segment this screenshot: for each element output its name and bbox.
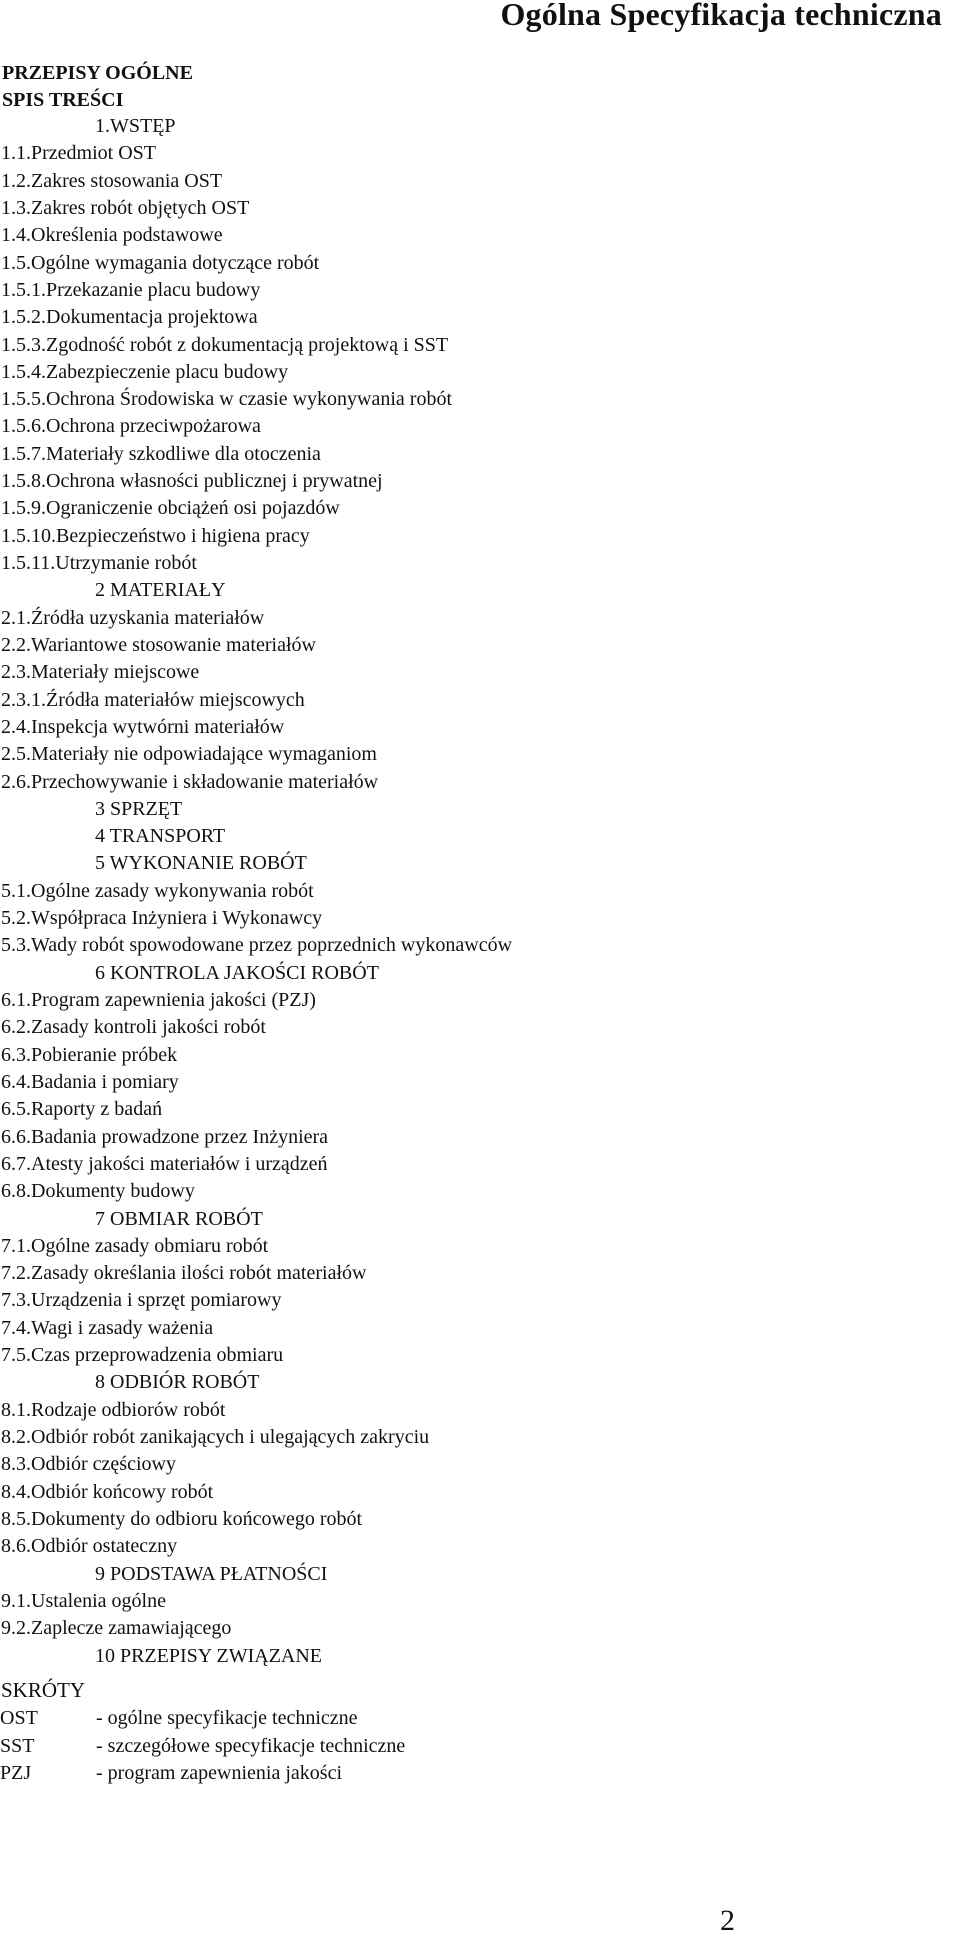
toc-item: 1.5.7.Materiały szkodliwe dla otoczenia	[1, 442, 321, 465]
toc-item: 9.2.Zaplecze zamawiającego	[1, 1617, 232, 1640]
section-heading-toc: SPIS TREŚCI	[2, 89, 124, 111]
toc-item: 6.3.Pobieranie próbek	[1, 1043, 178, 1066]
abbreviations-list	[0, 1705, 405, 1788]
toc-section-heading: 10 PRZEPISY ZWIĄZANE	[95, 1644, 323, 1667]
toc-item: 8.1.Rodzaje odbiorów robót	[1, 1398, 226, 1421]
toc-section-heading: 2 MATERIAŁY	[95, 579, 226, 602]
page-number: 2	[720, 1904, 735, 1937]
abbreviation-code: SST	[0, 1734, 35, 1757]
toc-section-heading: 4 TRANSPORT	[95, 825, 226, 848]
toc-item: 1.5.4.Zabezpieczenie placu budowy	[1, 360, 289, 383]
toc-item: 8.5.Dokumenty do odbioru końcowego robót	[1, 1507, 363, 1530]
toc-item: 1.5.11.Utrzymanie robót	[1, 552, 197, 574]
toc-section-heading: 7 OBMIAR ROBÓT	[95, 1207, 263, 1230]
toc-item: 1.5.8.Ochrona własności publicznej i prywatnej	[1, 470, 383, 493]
abbreviation-description: - program zapewnienia jakości	[96, 1762, 343, 1784]
toc-item: 1.5.6.Ochrona przeciwpożarowa	[1, 415, 261, 438]
abbreviation-row	[0, 1705, 405, 1733]
toc-item: 1.5.1.Przekazanie placu budowy	[1, 278, 261, 301]
toc-item: 8.6.Odbiór ostateczny	[1, 1535, 178, 1558]
toc-item: 7.5.Czas przeprowadzenia obmiaru	[1, 1344, 284, 1367]
abbreviation-row	[0, 1760, 405, 1788]
toc-item: 9.1.Ustalenia ogólne	[1, 1589, 166, 1612]
abbreviation-row	[0, 1733, 405, 1761]
toc-section-heading: 3 SPRZĘT	[95, 797, 183, 820]
abbreviation-code: PZJ	[0, 1762, 32, 1784]
abbreviation-description: - ogólne specyfikacje techniczne	[96, 1707, 358, 1729]
toc-item: 8.3.Odbiór częściowy	[1, 1453, 176, 1476]
toc-item: 8.4.Odbiór końcowy robót	[1, 1480, 214, 1503]
toc-item: 5.2.Współpraca Inżyniera i Wykonawcy	[1, 907, 323, 930]
toc-item: 6.1.Program zapewnienia jakości (PZJ)	[1, 989, 316, 1011]
toc-item: 6.4.Badania i pomiary	[1, 1070, 179, 1093]
toc-item: 1.5.2.Dokumentacja projektowa	[1, 306, 258, 329]
abbreviations-title: SKRÓTY	[1, 1678, 86, 1702]
toc-item: 7.2.Zasady określania ilości robót materiałów	[1, 1262, 367, 1285]
section-heading-general: PRZEPISY OGÓLNE	[2, 62, 193, 84]
toc-item: 1.3.Zakres robót objętych OST	[1, 196, 250, 219]
toc-item: 6.8.Dokumenty budowy	[1, 1180, 195, 1203]
toc-item: 2.6.Przechowywanie i składowanie materiałów	[1, 770, 379, 793]
toc-item: 2.5.Materiały nie odpowiadające wymaganiom	[1, 743, 377, 766]
toc-item: 6.2.Zasady kontroli jakości robót	[1, 1016, 266, 1039]
toc-item: 1.5.9.Ograniczenie obciążeń osi pojazdów	[1, 497, 340, 520]
toc-item: 1.5.10.Bezpieczeństwo i higiena pracy	[1, 524, 310, 547]
abbreviation-description: - szczegółowe specyfikacje techniczne	[96, 1734, 406, 1757]
toc-section-heading: 5 WYKONANIE ROBÓT	[95, 852, 307, 875]
toc-item: 7.4.Wagi i zasady ważenia	[1, 1316, 214, 1339]
toc-item: 2.3.1.Źródła materiałów miejscowych	[1, 688, 305, 711]
toc-item: 6.6.Badania prowadzone przez Inżyniera	[1, 1125, 329, 1148]
toc-section-heading: 8 ODBIÓR ROBÓT	[95, 1371, 260, 1394]
toc-item: 1.4.Określenia podstawowe	[1, 224, 223, 247]
table-of-contents	[0, 113, 760, 1670]
toc-item: 2.4.Inspekcja wytwórni materiałów	[1, 715, 285, 738]
toc-section-heading: 1.WSTĘP	[95, 115, 176, 137]
toc-item: 2.1.Źródła uzyskania materiałów	[1, 606, 265, 629]
toc-item: 5.1.Ogólne zasady wykonywania robót	[1, 879, 314, 902]
document-header-title: Ogólna Specyfikacja techniczna	[500, 0, 942, 32]
toc-item: 7.3.Urządzenia i sprzęt pomiarowy	[1, 1289, 282, 1312]
toc-item: 7.1.Ogólne zasady obmiaru robót	[1, 1234, 269, 1257]
abbreviation-code: OST	[0, 1707, 38, 1729]
toc-section-heading: 9 PODSTAWA PŁATNOŚCI	[95, 1562, 328, 1585]
toc-item: 1.1.Przedmiot OST	[1, 142, 156, 165]
toc-item: 1.2.Zakres stosowania OST	[1, 169, 223, 192]
toc-item: 2.3.Materiały miejscowe	[1, 661, 200, 684]
toc-item: 1.5.5.Ochrona Środowiska w czasie wykonywania robót	[1, 388, 453, 411]
toc-item: 6.5.Raporty z badań	[1, 1098, 163, 1121]
toc-section-heading: 6 KONTROLA JAKOŚCI ROBÓT	[95, 961, 379, 984]
toc-item: 2.2.Wariantowe stosowanie materiałów	[1, 633, 316, 656]
toc-item: 8.2.Odbiór robót zanikających i ulegających zakryciu	[1, 1426, 430, 1448]
toc-item: 1.5.Ogólne wymagania dotyczące robót	[1, 251, 320, 274]
toc-item: 6.7.Atesty jakości materiałów i urządzeń	[1, 1152, 328, 1175]
toc-item: 1.5.3.Zgodność robót z dokumentacją projektową i SST	[1, 333, 449, 356]
toc-item: 5.3.Wady robót spowodowane przez poprzednich wykonawców	[1, 934, 513, 957]
